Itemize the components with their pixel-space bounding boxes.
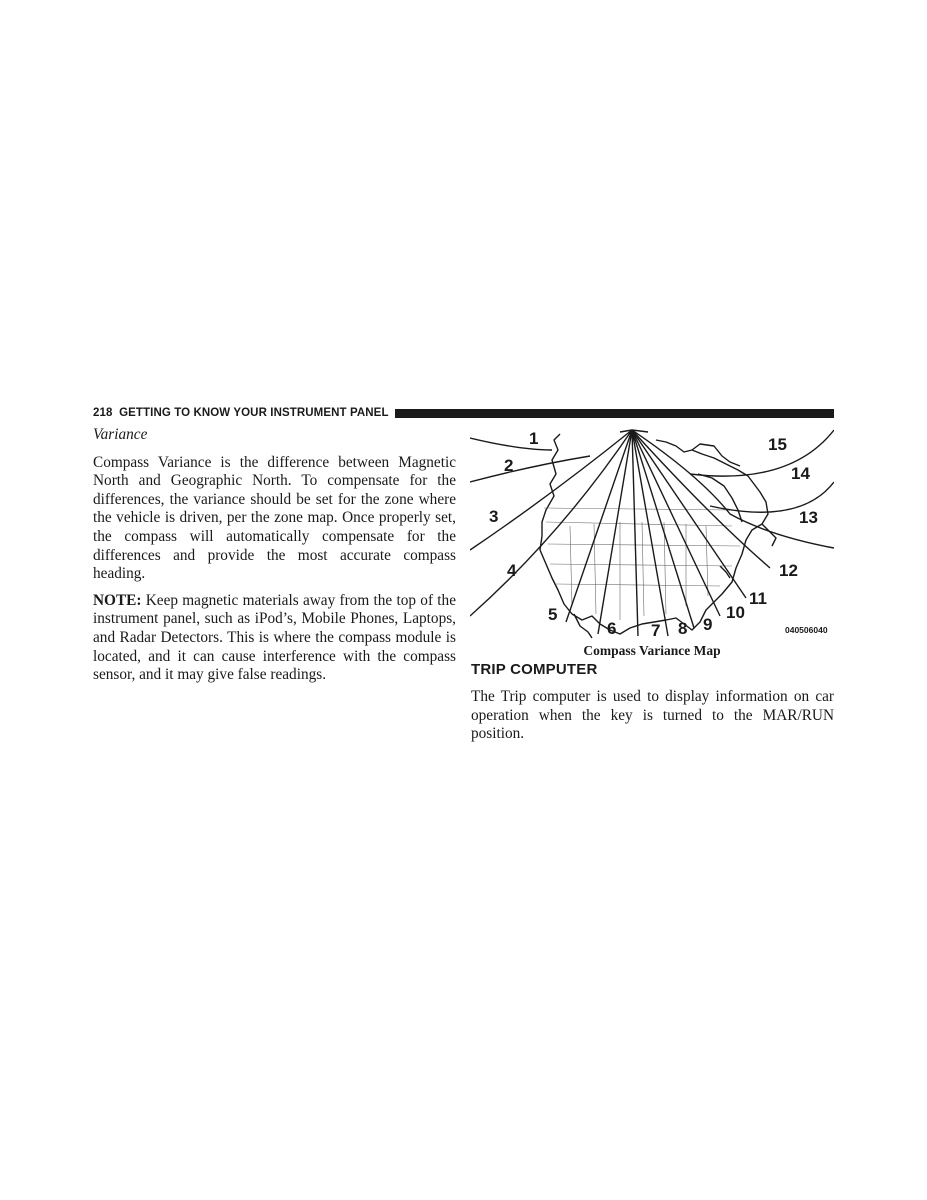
trip-computer-paragraph: The Trip computer is used to display information on car operation when the key is turned to the MAR/RUN position.	[471, 688, 834, 743]
zone-label: 1	[529, 429, 539, 448]
subheading-variance: Variance	[93, 426, 148, 443]
zone-label: 9	[703, 615, 713, 634]
header-text	[93, 407, 395, 419]
zone-label: 6	[607, 619, 617, 638]
zone-label: 7	[651, 621, 661, 640]
zone-label: 15	[768, 435, 787, 454]
note-label: NOTE:	[93, 591, 142, 609]
zone-label: 13	[799, 508, 818, 527]
zone-lines	[470, 430, 834, 636]
zone-label: 10	[726, 603, 745, 622]
state-borders	[544, 508, 740, 620]
page-number: 218	[93, 407, 113, 419]
header-rule	[395, 409, 834, 418]
zone-label: 3	[489, 507, 499, 526]
zone-label: 2	[504, 456, 514, 475]
left-column	[93, 426, 456, 685]
section-title-trip-computer: TRIP COMPUTER	[471, 661, 598, 678]
zone-label: 11	[749, 589, 767, 608]
variance-paragraph: Compass Variance is the difference between Magnetic North and Geographic North. To compensate for the differences, the variance should be set for the zone where the vehicle is driven, per the zone map. Once properly set, the compass will automatically compensate for the differences and provide the most accurate compass heading.	[93, 453, 456, 583]
section-name: GETTING TO KNOW YOUR INSTRUMENT PANEL	[119, 407, 389, 419]
map-figure	[470, 426, 834, 640]
figure-code: 040506040	[785, 625, 828, 635]
zone-label: 8	[678, 619, 688, 638]
zone-label: 12	[779, 561, 798, 580]
note-paragraph	[93, 592, 456, 685]
right-column	[471, 688, 834, 744]
figure-caption: Compass Variance Map	[583, 643, 721, 658]
compass-variance-map	[470, 426, 834, 640]
note-text: Keep magnetic materials away from the top of the instrument panel, such as iPod’s, Mobile Phones, Laptops, and Radar Detectors. This is where the compass module is located, and it can cause interference with the compass sensor, and it may give false readings.	[93, 591, 456, 684]
zone-label: 14	[791, 464, 810, 483]
page-header	[93, 405, 834, 421]
zone-label: 4	[507, 561, 517, 580]
zone-label: 5	[548, 605, 558, 624]
